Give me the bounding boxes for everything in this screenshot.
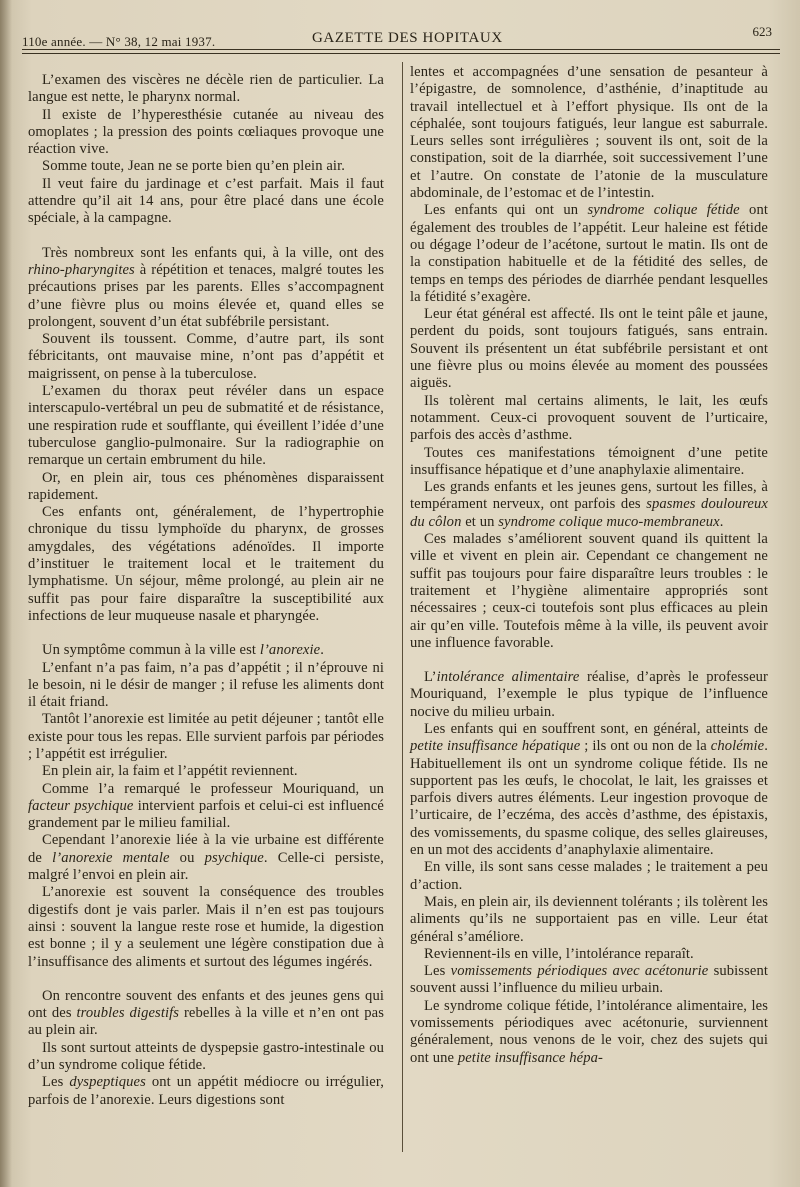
text-run: Cependant l’anorexie liée à la vie urbaine est différente de bbox=[28, 832, 384, 866]
paragraph bbox=[28, 642, 384, 659]
paragraph bbox=[28, 158, 384, 175]
text-run: à répétition et tenaces, malgré toutes les précautions prises par les parents. Elles s’accompagnent d’une fièvre plus ou moins élevée et, quand elles se prolongent, souvent d’un état subfébrile persistant. bbox=[28, 261, 384, 330]
paragraph bbox=[410, 393, 768, 445]
paragraph bbox=[410, 894, 768, 946]
text-run: Un symptôme commun à la ville est bbox=[42, 642, 260, 659]
paragraph bbox=[28, 107, 384, 159]
italic-text: facteur psychique bbox=[28, 797, 134, 814]
paragraph bbox=[28, 781, 384, 833]
text-run: . bbox=[719, 513, 724, 530]
italic-text: l’anorexie bbox=[259, 642, 321, 659]
text-run: Ils tolèrent mal certains aliments, le lait, les œufs notamment. Ceux-ci provoquent souvent de l’urticaire, parfois des accès d’asthme. bbox=[410, 392, 768, 444]
right-column bbox=[410, 64, 768, 1067]
paragraph bbox=[410, 531, 768, 652]
text-run: Il veut faire du jardinage et c’est parfait. Mais il faut attendre qu’il ait 14 ans, pour être placé dans une école spéciale, à la campagne. bbox=[28, 175, 384, 227]
text-run: Mais, en plein air, ils deviennent tolérants ; ils tolèrent les aliments qu’ils ne supportaient pas en ville. Leur état général s’améliore. bbox=[410, 893, 768, 945]
italic-text: dyspeptiques bbox=[69, 1074, 146, 1091]
text-run: Tantôt l’anorexie est limitée au petit déjeuner ; tantôt elle existe pour tous les repas. Elle survient parfois par périodes ; l’appétit est irrégulier. bbox=[28, 711, 384, 762]
paragraph bbox=[410, 998, 768, 1067]
italic-text: intolérance alimentaire bbox=[436, 669, 580, 686]
text-run: subissent souvent aussi l’influence du milieu urbain. bbox=[410, 963, 768, 997]
text-run: Toutes ces manifestations témoignent d’une petite insuffisance hépatique et d’une anaphylaxie alimentaire. bbox=[410, 444, 768, 478]
page-number: 623 bbox=[752, 24, 772, 39]
text-run: En ville, ils sont sans cesse malades ; le traitement a peu d’action. bbox=[410, 859, 768, 893]
italic-text: vomissements périodiques avec acétonurie bbox=[450, 963, 709, 980]
text-run: Souvent ils toussent. Comme, d’autre part, ils sont fébricitants, ont mauvaise mine, n’ont pas d’appétit et maigrissent, on pense à la tuberculose. bbox=[28, 331, 384, 382]
italic-text: rhino-pharyngites bbox=[28, 261, 135, 278]
page-header bbox=[22, 24, 772, 50]
paragraph bbox=[410, 963, 768, 998]
paragraph bbox=[28, 470, 384, 505]
text-run: Leur état général est affecté. Ils ont le teint pâle et jaune, perdent du poids, sont toujours fatigués, sans entrain. Souvent ils présentent un état subfébrile persistant et ont une fièvre plus ou moins élevée au moment des poussées aiguës. bbox=[410, 306, 768, 392]
text-run: L’anorexie est souvent la conséquence des troubles digestifs dont je vais parler. Mais il n’en est pas toujours ainsi : souvent la langue reste rose et humide, la digestion est bonne ; il y a seulement une légère constipation due à l’insuffisance des aliments et surtout des légumes ingérés. bbox=[28, 884, 384, 970]
text-run: Il existe de l’hyperesthésie cutanée au niveau des omoplates ; la pression des points cœliaques provoque une réaction vive. bbox=[28, 106, 384, 158]
paragraph bbox=[410, 306, 768, 392]
text-run: . Celle-ci persiste, malgré l’envoi en plein air. bbox=[28, 849, 384, 884]
text-run: intervient parfois et celui-ci est influencé grandement par le milieu familial. bbox=[28, 797, 384, 832]
text-run: Reviennent-ils en ville, l’intolérance reparaît. bbox=[424, 945, 694, 962]
text-run: Somme toute, Jean ne se porte bien qu’en plein air. bbox=[42, 158, 345, 175]
text-run: . bbox=[320, 642, 324, 659]
paragraph bbox=[28, 832, 384, 884]
text-run: ont également des troubles de l’appétit. Leur haleine est fétide ou dégage l’odeur de l’acétone, surtout le matin. Ils ont de la constipation habituelle et de la fétidité des selles, de temps en temps des périodes de diarrhée pendant lesquelles la fétidité s’exagère. bbox=[410, 202, 769, 305]
text-run: ou bbox=[169, 849, 205, 866]
page-edge-shadow bbox=[0, 0, 12, 1187]
text-run: rebelles à la ville et n’en ont pas au plein air. bbox=[28, 1005, 384, 1039]
italic-text: l’anorexie mentale bbox=[52, 849, 170, 866]
text-run: ; ils ont ou non de la bbox=[580, 738, 711, 755]
text-run: Les enfants qui en souffrent sont, en général, atteints de bbox=[424, 720, 768, 737]
paragraph bbox=[28, 504, 384, 625]
text-run: On rencontre souvent des enfants et des jeunes gens qui ont des bbox=[28, 987, 384, 1022]
paragraph bbox=[28, 988, 384, 1040]
italic-text: petite insuffisance hépatique bbox=[410, 738, 581, 755]
text-run: Le syndrome colique fétide, l’intolérance alimentaire, les vomissements périodiques avec acétonurie, surviennent généralement, nous venons de le voir, chez des sujets qui ont une bbox=[410, 997, 768, 1066]
paragraph bbox=[410, 859, 768, 894]
text-run: lentes et accompagnées d’une sensation de pesanteur à l’épigastre, de somnolence, d’asthénie, d’inaptitude au travail intellectuel et à l’effort physique. Ils ont de la céphalée, sont toujours fatigués, leur langue est saburrale. Leurs selles sont irrégulières ; souvent ils ont, soit de la constipation, soit de la diarrhée, soit successivement l’une et l’autre. On constate de l’atonie de la musculature abdominale, de l’estomac et de l’intestin. bbox=[410, 64, 768, 202]
issue-info: 110e année. — N° 38, 12 mai 1937. bbox=[22, 34, 216, 49]
paragraph bbox=[410, 64, 768, 202]
left-column bbox=[28, 72, 384, 1109]
header-rule bbox=[22, 49, 780, 50]
text-run: Les grands enfants et les jeunes gens, surtout les filles, à tempérament nerveux, ont parfois des bbox=[410, 479, 768, 513]
text-run: Ces enfants ont, généralement, de l’hypertrophie chronique du tissu lymphoïde du pharynx, de grosses amygdales, des végétations adénoïdes. Il importe d’instituer le traitement local et le traitement du lymphatisme. Un séjour, même prolongé, au plein air ne suffit pas pour faire disparaître la susceptibilité aux infections de leur muqueuse nasale et pharyngée. bbox=[28, 504, 384, 624]
text-run: ont un appétit médiocre ou irrégulier, parfois de l’anorexie. Leurs digestions sont bbox=[28, 1074, 384, 1108]
paragraph bbox=[28, 383, 384, 469]
text-run: . Habituellement ils ont un syndrome colique fétide. Ils ne supportent pas les œufs, le chocolat, le lait, les graisses et parfois divers autres éléments. Leur ingestion provoque de l’urticaire, de l’eczéma, des accès d’asthme, des épistaxis, des vomissements, du spasme colique, des selles glaireuses, en un mot des accidents d’anaphylaxie alimentaire. bbox=[410, 738, 768, 859]
paragraph bbox=[28, 72, 384, 107]
text-run: L’examen du thorax peut révéler dans un espace interscapulo-vertébral un peu de submatité et de résistance, une respiration rude et soufflante, qui éveillent l’idée d’une tuberculose ganglio-pulmonaire. Sur la radiographie on remarque un certain embrument du hile. bbox=[28, 383, 384, 469]
italic-text: syndrome colique fétide bbox=[587, 202, 740, 219]
text-run: L’ bbox=[424, 669, 437, 686]
paragraph bbox=[28, 711, 384, 763]
italic-text: syndrome colique muco-membraneux bbox=[498, 513, 720, 530]
paragraph bbox=[28, 763, 384, 780]
publication-title: GAZETTE DES HOPITAUX bbox=[312, 30, 503, 46]
paragraph bbox=[28, 660, 384, 712]
text-run: Les enfants qui ont un bbox=[424, 202, 588, 219]
text-run: réalise, d’après le professeur Mouriquand, l’exemple le plus typique de l’influence nocive du milieu urbain. bbox=[410, 669, 768, 720]
text-run: L’enfant n’a pas faim, n’a pas d’appétit ; il n’éprouve ni le besoin, ni le désir de manger ; il refuse les aliments dont il était friand. bbox=[28, 659, 384, 711]
paragraph bbox=[28, 1040, 384, 1075]
paragraph bbox=[28, 176, 384, 228]
italic-text: psychique bbox=[204, 849, 264, 866]
text-run: Les bbox=[42, 1074, 70, 1091]
italic-text: spasmes douloureux du côlon bbox=[410, 496, 768, 530]
italic-text: petite insuffisance hépa- bbox=[457, 1049, 603, 1066]
text-run: Or, en plein air, tous ces phénomènes disparaissent rapidement. bbox=[28, 469, 384, 503]
paragraph bbox=[410, 202, 768, 306]
paragraph bbox=[410, 669, 768, 721]
paragraph bbox=[28, 331, 384, 383]
column-divider bbox=[402, 62, 403, 1152]
italic-text: troubles digestifs bbox=[76, 1005, 180, 1022]
paragraph bbox=[28, 1074, 384, 1109]
paragraph bbox=[410, 445, 768, 480]
header-rule-secondary bbox=[22, 53, 780, 54]
paragraph bbox=[410, 721, 768, 859]
paragraph bbox=[28, 884, 384, 970]
text-run: Très nombreux sont les enfants qui, à la ville, ont des bbox=[42, 244, 384, 261]
text-run: Les bbox=[424, 963, 451, 980]
text-run: En plein air, la faim et l’appétit reviennent. bbox=[42, 763, 298, 780]
italic-text: cholémie bbox=[710, 738, 765, 755]
text-run: Comme l’a remarqué le professeur Mouriquand, un bbox=[42, 780, 384, 797]
text-run: L’examen des viscères ne décèle rien de particulier. La langue est nette, le pharynx normal. bbox=[28, 72, 384, 106]
text-run: Ces malades s’améliorent souvent quand ils quittent la ville et vivent en plein air. Cependant ce changement ne suffit pas toujours pour faire disparaître leurs troubles : le traitement et l’hygiène alimentaire appropriés sont nécessaires ; ceux-ci toutefois sont plus efficaces au plein air qu’en ville. Toutefois même à la ville, ils peuvent avoir une influence favorable. bbox=[410, 531, 768, 651]
paragraph bbox=[410, 479, 768, 531]
text-run: Ils sont surtout atteints de dyspepsie gastro-intestinale ou d’un syndrome colique fétide. bbox=[28, 1039, 384, 1074]
paragraph bbox=[410, 946, 768, 963]
text-run: et un bbox=[461, 513, 499, 530]
paragraph bbox=[28, 245, 384, 331]
